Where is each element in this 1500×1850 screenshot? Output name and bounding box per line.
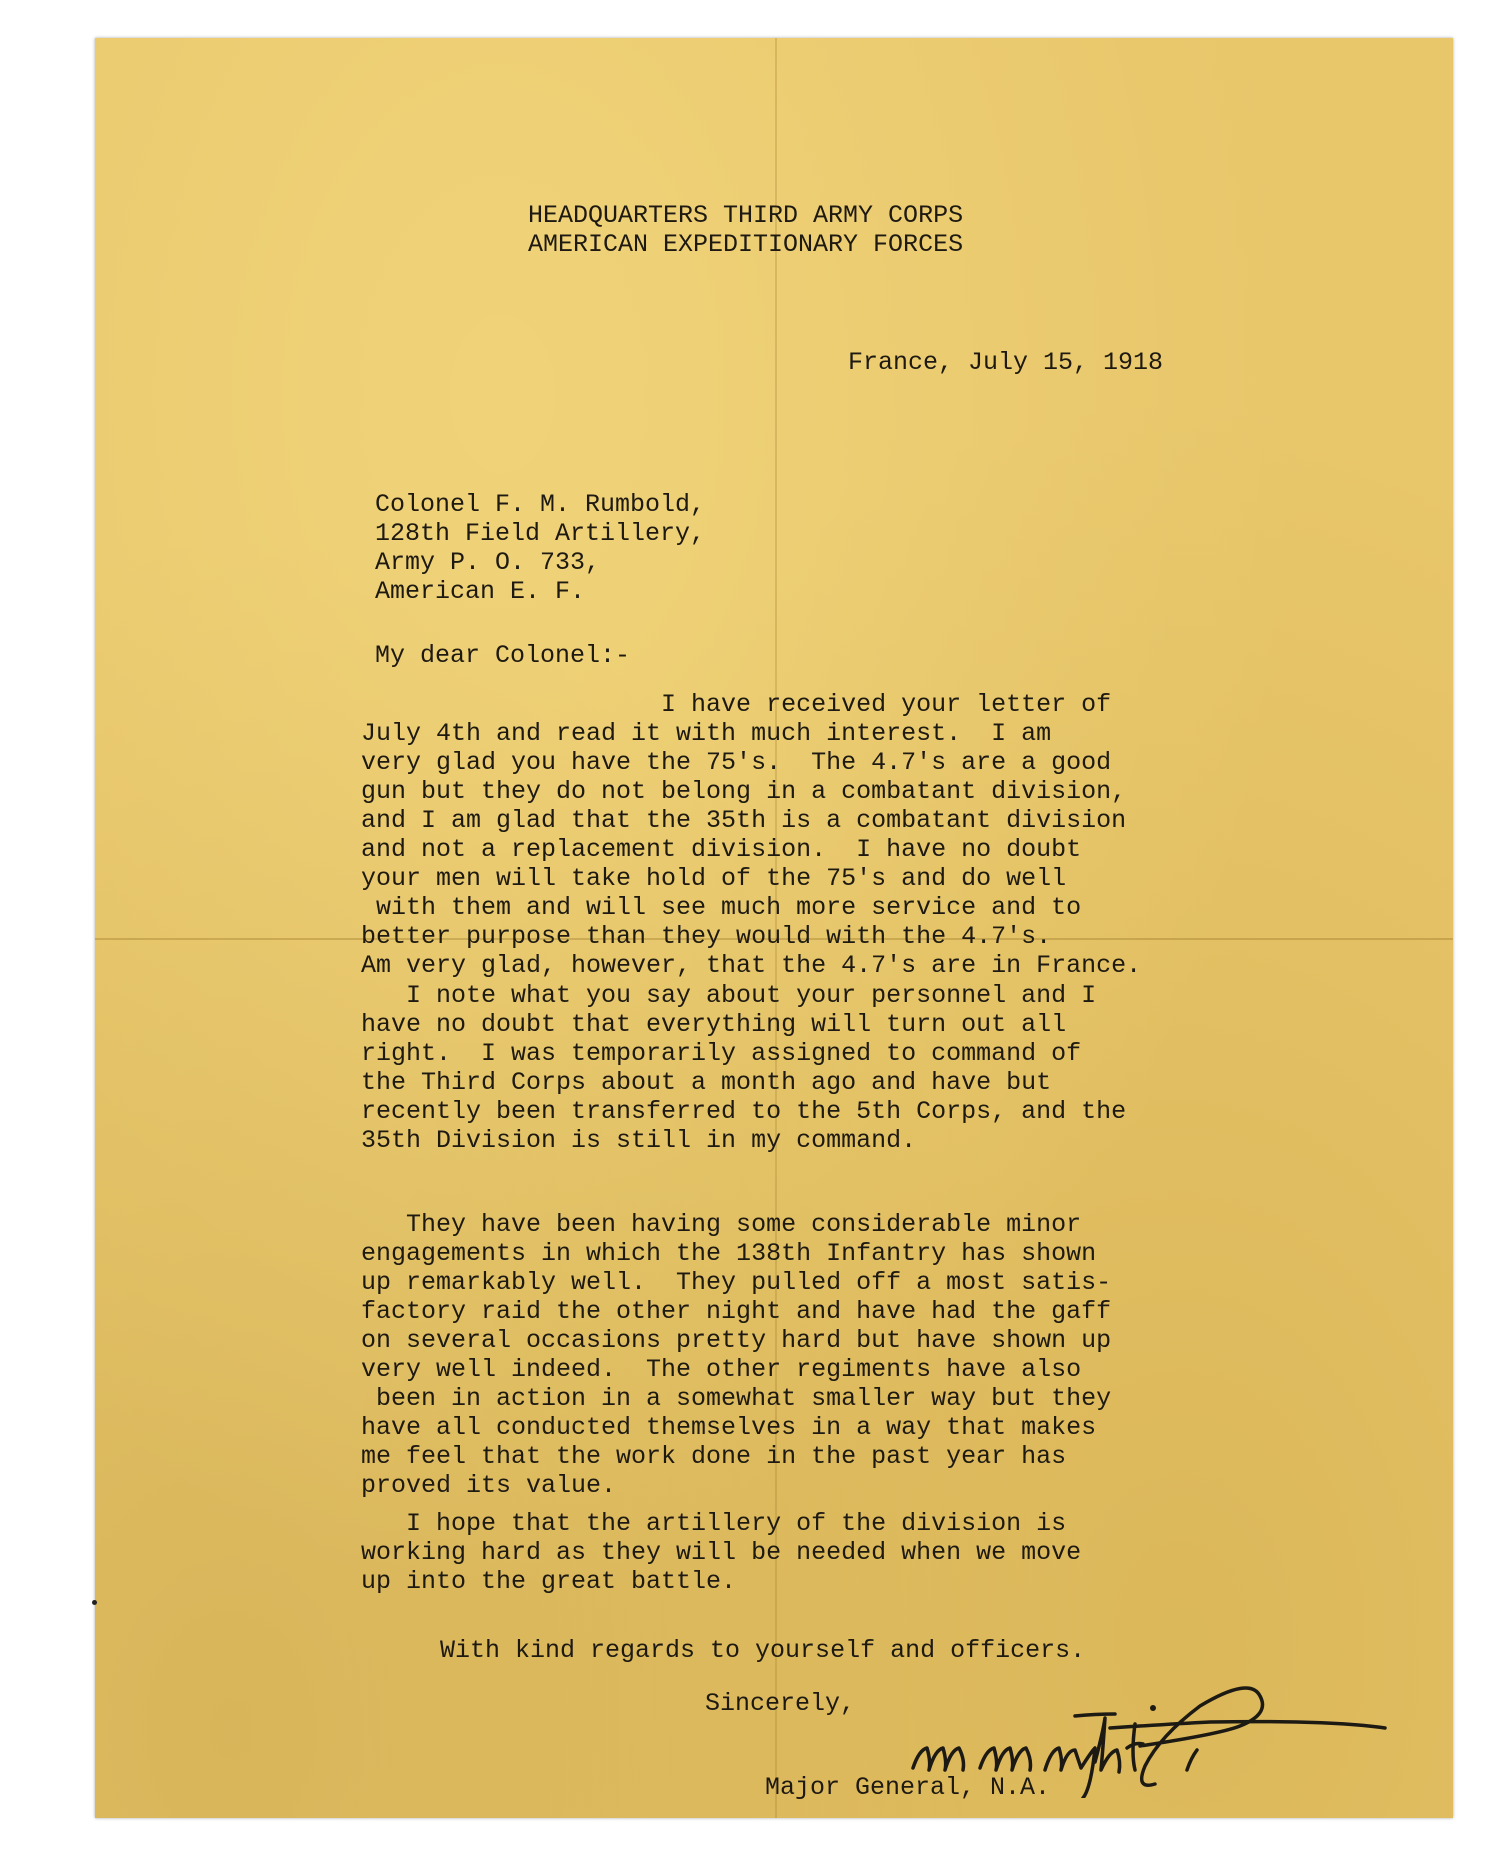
sign-off: Sincerely, [705,1689,856,1718]
letter-page [95,38,1453,1818]
paragraph-2: I note what you say about your personnel and I have no doubt that everything will turn out all right. I was temporarily assigned to command of the Third Corps about a month ago and have but recently been transferred to the 5th Corps, and the 35th Division is still in my command. [361,981,1127,1155]
paragraph-1: I have received your letter of July 4th and read it with much interest. I am very glad you have the 75's. The 4.7's are a good gun but they do not belong in a combatant division, and I am glad that the 35th is a combatant division and not a replacement division. I have no doubt your men will take hold of the 75's and do well with them and will see much more service and to better purpose than they would with the 4.7's. Am very glad, however, that the 4.7's are in France. [361,690,1142,980]
recipient-force: American E. F. [375,577,586,606]
paragraph-3: They have been having some considerable minor engagements in which the 138th Infantry has shown up remarkably well. They pulled off a most satis- factory raid the other night and have had the gaff on several occasions pretty hard but have shown up very well indeed. The other regiments have also been in action in a somewhat smaller way but they have all conducted themselves in a way that makes me feel that the work done in the past year has proved its value. [361,1210,1112,1500]
recipient-post: Army P. O. 733, [375,548,601,577]
ink-speck [92,1600,97,1605]
signer-title: Major General, N.A. [765,1773,1051,1802]
recipient-unit: 128th Field Artillery, [375,519,706,548]
letterhead [528,201,963,259]
paragraph-4: I hope that the artillery of the division is working hard as they will be needed when we move up into the great battle. [361,1509,1082,1596]
salutation: My dear Colonel:- [375,641,631,670]
letterhead-line-2: AMERICAN EXPEDITIONARY FORCES [528,230,964,259]
letterhead-line-1: HEADQUARTERS THIRD ARMY CORPS [528,201,964,230]
recipient-name: Colonel F. M. Rumbold, [375,490,706,519]
letter-date: France, July 15, 1918 [848,348,1164,377]
recipient-address [375,490,705,606]
closing-line: With kind regards to yourself and officers. [440,1636,1086,1665]
